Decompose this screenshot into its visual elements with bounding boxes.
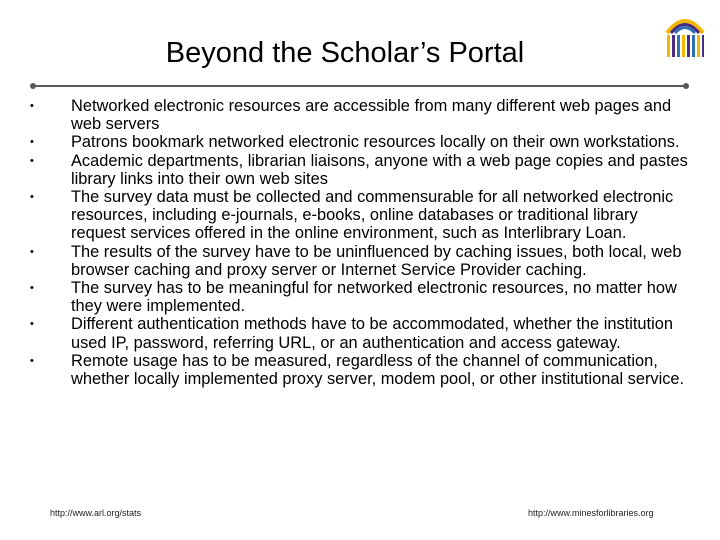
arl-logo-icon [663,11,707,61]
list-item [30,133,690,151]
footer-right-link[interactable]: http://www.minesforlibraries.org [528,508,654,518]
bullet-text: Academic departments, librarian liaisons, anyone with a web page copies and pastes library links into their own web sites [71,151,688,188]
bullet-text: Patrons bookmark networked electronic resources locally on their own workstations. [71,133,680,152]
bullet-icon: • [30,136,34,149]
list-item [30,279,690,315]
bullet-list [30,97,690,388]
bullet-icon: • [30,191,34,204]
list-item [30,152,690,188]
bullet-icon: • [30,100,34,112]
list-item [30,315,690,351]
bullet-icon: • [30,245,34,258]
title-divider [33,85,686,87]
divider-left-endpoint [30,83,36,89]
bullet-icon: • [30,154,34,167]
list-item [30,188,690,243]
bullet-icon: • [30,354,34,367]
bullet-text: The survey data must be collected and commensurable for all networked electronic resources, including e-journals, e-books, online databases or traditional library request services offered in the online environment, such as Interlibrary Loan. [71,188,674,243]
bullet-icon: • [30,318,34,331]
bullet-text: Remote usage has to be measured, regardless of the channel of communication, whether locally implemented proxy server, modem pool, or other institutional service. [71,351,685,389]
divider-right-endpoint [683,83,689,89]
slide-title: Beyond the Scholar’s Portal [165,37,525,69]
bullet-text: Networked electronic resources are accessible from many different web pages and web servers [71,97,672,134]
bullet-text: The results of the survey have to be uninfluenced by caching issues, both local, web browser caching and proxy server or Internet Service Provider caching. [71,242,682,279]
list-item [30,243,690,279]
footer-left-link[interactable]: http://www.arl.org/stats [50,508,142,518]
bullet-icon: • [30,282,34,295]
list-item [30,352,690,388]
bullet-text: Different authentication methods have to be accommodated, whether the institution used IP, password, referring URL, or an authentication and access gateway. [71,315,673,352]
list-item [30,97,690,133]
bullet-text: The survey has to be meaningful for networked electronic resources, no matter how they were implemented. [71,279,677,316]
